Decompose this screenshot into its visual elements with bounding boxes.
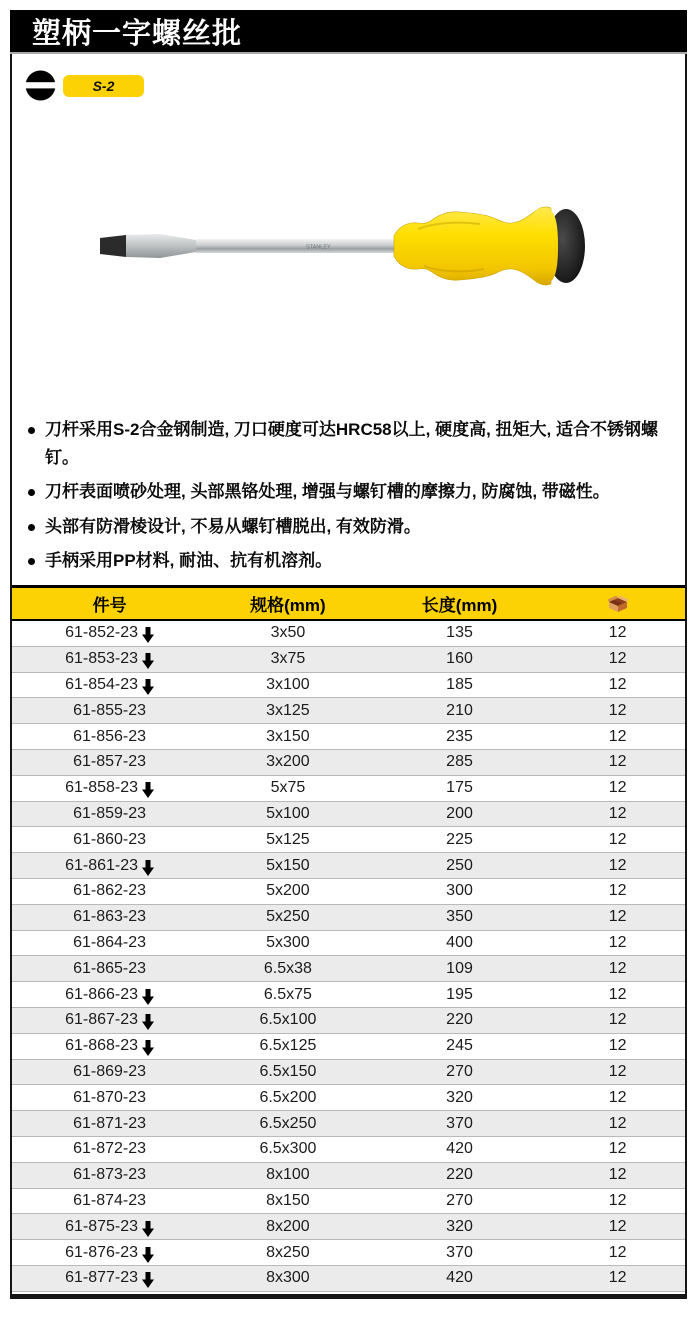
part-number-cell: 61-868-23 xyxy=(12,1037,207,1055)
part-number-cell: 61-865-23 xyxy=(73,959,147,977)
length-cell: 270 xyxy=(446,1191,473,1209)
down-arrow-icon xyxy=(142,1247,154,1263)
pack-qty-cell: 12 xyxy=(608,985,627,1003)
down-arrow-icon xyxy=(142,679,154,695)
feature-item: 手柄采用PP材料, 耐油、抗有机溶剂。 xyxy=(28,547,676,575)
part-number-cell: 61-862-23 xyxy=(73,882,147,900)
spec-cell: 8x200 xyxy=(266,1217,310,1235)
length-cell: 370 xyxy=(446,1243,473,1261)
carton-icon xyxy=(607,596,629,613)
spec-cell: 5x100 xyxy=(266,804,310,822)
part-number-cell: 61-856-23 xyxy=(73,727,147,745)
length-cell: 320 xyxy=(446,1217,473,1235)
spec-cell: 6.5x250 xyxy=(259,1114,317,1132)
table-row xyxy=(12,1266,685,1292)
pack-qty-cell: 12 xyxy=(608,701,627,719)
spec-cell: 6.5x200 xyxy=(259,1088,317,1106)
part-number-cell: 61-871-23 xyxy=(73,1114,147,1132)
pack-qty-cell: 12 xyxy=(608,1269,627,1287)
part-number-cell: 61-870-23 xyxy=(73,1088,147,1106)
pack-qty-cell: 12 xyxy=(608,1011,627,1029)
table-row xyxy=(12,956,685,982)
steel-grade-badge xyxy=(63,75,144,97)
length-cell: 300 xyxy=(446,882,473,900)
length-cell: 400 xyxy=(446,933,473,951)
spec-cell: 5x75 xyxy=(270,779,306,797)
table-row xyxy=(12,1163,685,1189)
header-spec: 规格(mm) xyxy=(250,596,326,615)
handle xyxy=(394,207,551,285)
table-row xyxy=(12,853,685,879)
spec-cell: 6.5x75 xyxy=(263,985,312,1003)
length-cell: 420 xyxy=(446,1140,473,1158)
screwdriver-image xyxy=(88,196,600,300)
table-row xyxy=(12,802,685,828)
spec-cell: 6.5x125 xyxy=(259,1037,317,1055)
spec-cell: 8x250 xyxy=(266,1243,310,1261)
table-row xyxy=(12,1137,685,1163)
part-number-cell: 61-855-23 xyxy=(73,701,147,719)
header-part-number: 件号 xyxy=(92,596,127,615)
down-arrow-icon xyxy=(142,653,154,669)
blade-tip xyxy=(100,235,126,257)
pack-qty-cell: 12 xyxy=(608,1062,627,1080)
pack-qty-cell: 12 xyxy=(608,804,627,822)
pack-qty-cell: 12 xyxy=(608,1088,627,1106)
part-number-cell: 61-866-23 xyxy=(12,986,207,1004)
table-row xyxy=(12,931,685,957)
down-arrow-icon xyxy=(142,860,154,876)
table-row xyxy=(12,776,685,802)
length-cell: 225 xyxy=(446,830,473,848)
down-arrow-icon xyxy=(142,782,154,798)
spec-cell: 5x125 xyxy=(266,830,310,848)
pack-qty-cell: 12 xyxy=(608,1037,627,1055)
part-number-cell: 61-854-23 xyxy=(12,676,207,694)
length-cell: 160 xyxy=(446,650,473,668)
spec-cell: 3x200 xyxy=(266,753,310,771)
part-number-cell: 61-877-23 xyxy=(12,1269,207,1287)
table-row xyxy=(12,879,685,905)
table-row xyxy=(12,1189,685,1215)
page-title: 塑柄一字螺丝批 xyxy=(32,17,243,50)
spec-cell: 8x300 xyxy=(266,1269,310,1287)
table-row xyxy=(12,698,685,724)
pack-qty-cell: 12 xyxy=(608,727,627,745)
spec-cell: 3x75 xyxy=(270,650,306,668)
part-number-cell: 61-852-23 xyxy=(12,624,207,642)
part-number-cell: 61-872-23 xyxy=(73,1140,147,1158)
part-number-cell: 61-867-23 xyxy=(12,1011,207,1029)
spec-cell: 6.5x300 xyxy=(259,1140,317,1158)
spec-cell: 5x150 xyxy=(266,856,310,874)
header-pack-qty xyxy=(550,594,685,614)
length-cell: 350 xyxy=(446,908,473,926)
down-arrow-icon xyxy=(142,1221,154,1237)
table-row xyxy=(12,1214,685,1240)
pack-qty-cell: 12 xyxy=(608,624,627,642)
pack-qty-cell: 12 xyxy=(608,1191,627,1209)
length-cell: 370 xyxy=(446,1114,473,1132)
pack-qty-cell: 12 xyxy=(608,908,627,926)
part-number-cell: 61-857-23 xyxy=(73,753,147,771)
down-arrow-icon xyxy=(142,989,154,1005)
length-cell: 185 xyxy=(446,675,473,693)
table-row xyxy=(12,1111,685,1137)
pack-qty-cell: 12 xyxy=(608,1217,627,1235)
pack-qty-cell: 12 xyxy=(608,1166,627,1184)
table-row xyxy=(12,621,685,647)
length-cell: 135 xyxy=(446,624,473,642)
footer-bar xyxy=(10,1294,687,1299)
length-cell: 235 xyxy=(446,727,473,745)
part-number-cell: 61-876-23 xyxy=(12,1244,207,1262)
length-cell: 200 xyxy=(446,804,473,822)
badge-row xyxy=(25,70,144,101)
spec-table xyxy=(12,585,685,1292)
table-row xyxy=(12,673,685,699)
part-number-cell: 61-860-23 xyxy=(73,830,147,848)
length-cell: 320 xyxy=(446,1088,473,1106)
spec-cell: 3x50 xyxy=(270,624,306,642)
pack-qty-cell: 12 xyxy=(608,933,627,951)
feature-item: 刀杆表面喷砂处理, 头部黑铬处理, 增强与螺钉槽的摩擦力, 防腐蚀, 带磁性。 xyxy=(28,478,676,506)
spec-cell: 3x125 xyxy=(266,701,310,719)
length-cell: 285 xyxy=(446,753,473,771)
down-arrow-icon xyxy=(142,627,154,643)
table-header-row xyxy=(12,588,685,621)
shaft-brand-text: STANLEY xyxy=(306,244,331,251)
length-cell: 109 xyxy=(446,959,473,977)
spec-cell: 6.5x100 xyxy=(259,1011,317,1029)
pack-qty-cell: 12 xyxy=(608,1243,627,1261)
down-arrow-icon xyxy=(142,1272,154,1288)
spec-cell: 5x300 xyxy=(266,933,310,951)
pack-qty-cell: 12 xyxy=(608,1114,627,1132)
title-bar xyxy=(10,10,687,54)
part-number-cell: 61-875-23 xyxy=(12,1218,207,1236)
spec-cell: 3x150 xyxy=(266,727,310,745)
table-row xyxy=(12,982,685,1008)
pack-qty-cell: 12 xyxy=(608,779,627,797)
spec-cell: 5x200 xyxy=(266,882,310,900)
table-row xyxy=(12,1060,685,1086)
part-number-cell: 61-858-23 xyxy=(12,779,207,797)
pack-qty-cell: 12 xyxy=(608,856,627,874)
length-cell: 245 xyxy=(446,1037,473,1055)
pack-qty-cell: 12 xyxy=(608,753,627,771)
length-cell: 250 xyxy=(446,856,473,874)
pack-qty-cell: 12 xyxy=(608,650,627,668)
table-row xyxy=(12,1085,685,1111)
part-number-cell: 61-853-23 xyxy=(12,650,207,668)
length-cell: 195 xyxy=(446,985,473,1003)
pack-qty-cell: 12 xyxy=(608,830,627,848)
spec-cell: 5x250 xyxy=(266,908,310,926)
length-cell: 270 xyxy=(446,1062,473,1080)
feature-item: 头部有防滑棱设计, 不易从螺钉槽脱出, 有效防滑。 xyxy=(28,513,676,541)
length-cell: 220 xyxy=(446,1166,473,1184)
table-row xyxy=(12,905,685,931)
part-number-cell: 61-869-23 xyxy=(73,1062,147,1080)
part-number-cell: 61-873-23 xyxy=(73,1166,147,1184)
length-cell: 210 xyxy=(446,701,473,719)
table-body xyxy=(12,621,685,1292)
length-cell: 420 xyxy=(446,1269,473,1287)
feature-list xyxy=(28,416,676,582)
spec-cell: 8x100 xyxy=(266,1166,310,1184)
part-number-cell: 61-863-23 xyxy=(73,908,147,926)
down-arrow-icon xyxy=(142,1040,154,1056)
table-row xyxy=(12,1034,685,1060)
pack-qty-cell: 12 xyxy=(608,882,627,900)
spec-cell: 6.5x38 xyxy=(263,959,312,977)
pack-qty-cell: 12 xyxy=(608,959,627,977)
pack-qty-cell: 12 xyxy=(608,675,627,693)
table-row xyxy=(12,1008,685,1034)
part-number-cell: 61-864-23 xyxy=(73,933,147,951)
table-row xyxy=(12,750,685,776)
table-row xyxy=(12,1240,685,1266)
table-row xyxy=(12,827,685,853)
length-cell: 220 xyxy=(446,1011,473,1029)
spec-cell: 8x150 xyxy=(266,1191,310,1209)
feature-item: 刀杆采用S-2合金钢制造, 刀口硬度可达HRC58以上, 硬度高, 扭矩大, 适合不锈钢螺钉。 xyxy=(28,416,676,471)
length-cell: 175 xyxy=(446,779,473,797)
pack-qty-cell: 12 xyxy=(608,1140,627,1158)
table-row xyxy=(12,724,685,750)
spec-cell: 3x100 xyxy=(266,675,310,693)
part-number-cell: 61-859-23 xyxy=(73,804,147,822)
slotted-tip-icon xyxy=(25,70,56,101)
down-arrow-icon xyxy=(142,1014,154,1030)
part-number-cell: 61-874-23 xyxy=(73,1191,147,1209)
spec-cell: 6.5x150 xyxy=(259,1062,317,1080)
part-number-cell: 61-861-23 xyxy=(12,857,207,875)
steel-grade-label: S-2 xyxy=(92,77,115,94)
table-row xyxy=(12,647,685,673)
header-length: 长度(mm) xyxy=(421,596,498,615)
